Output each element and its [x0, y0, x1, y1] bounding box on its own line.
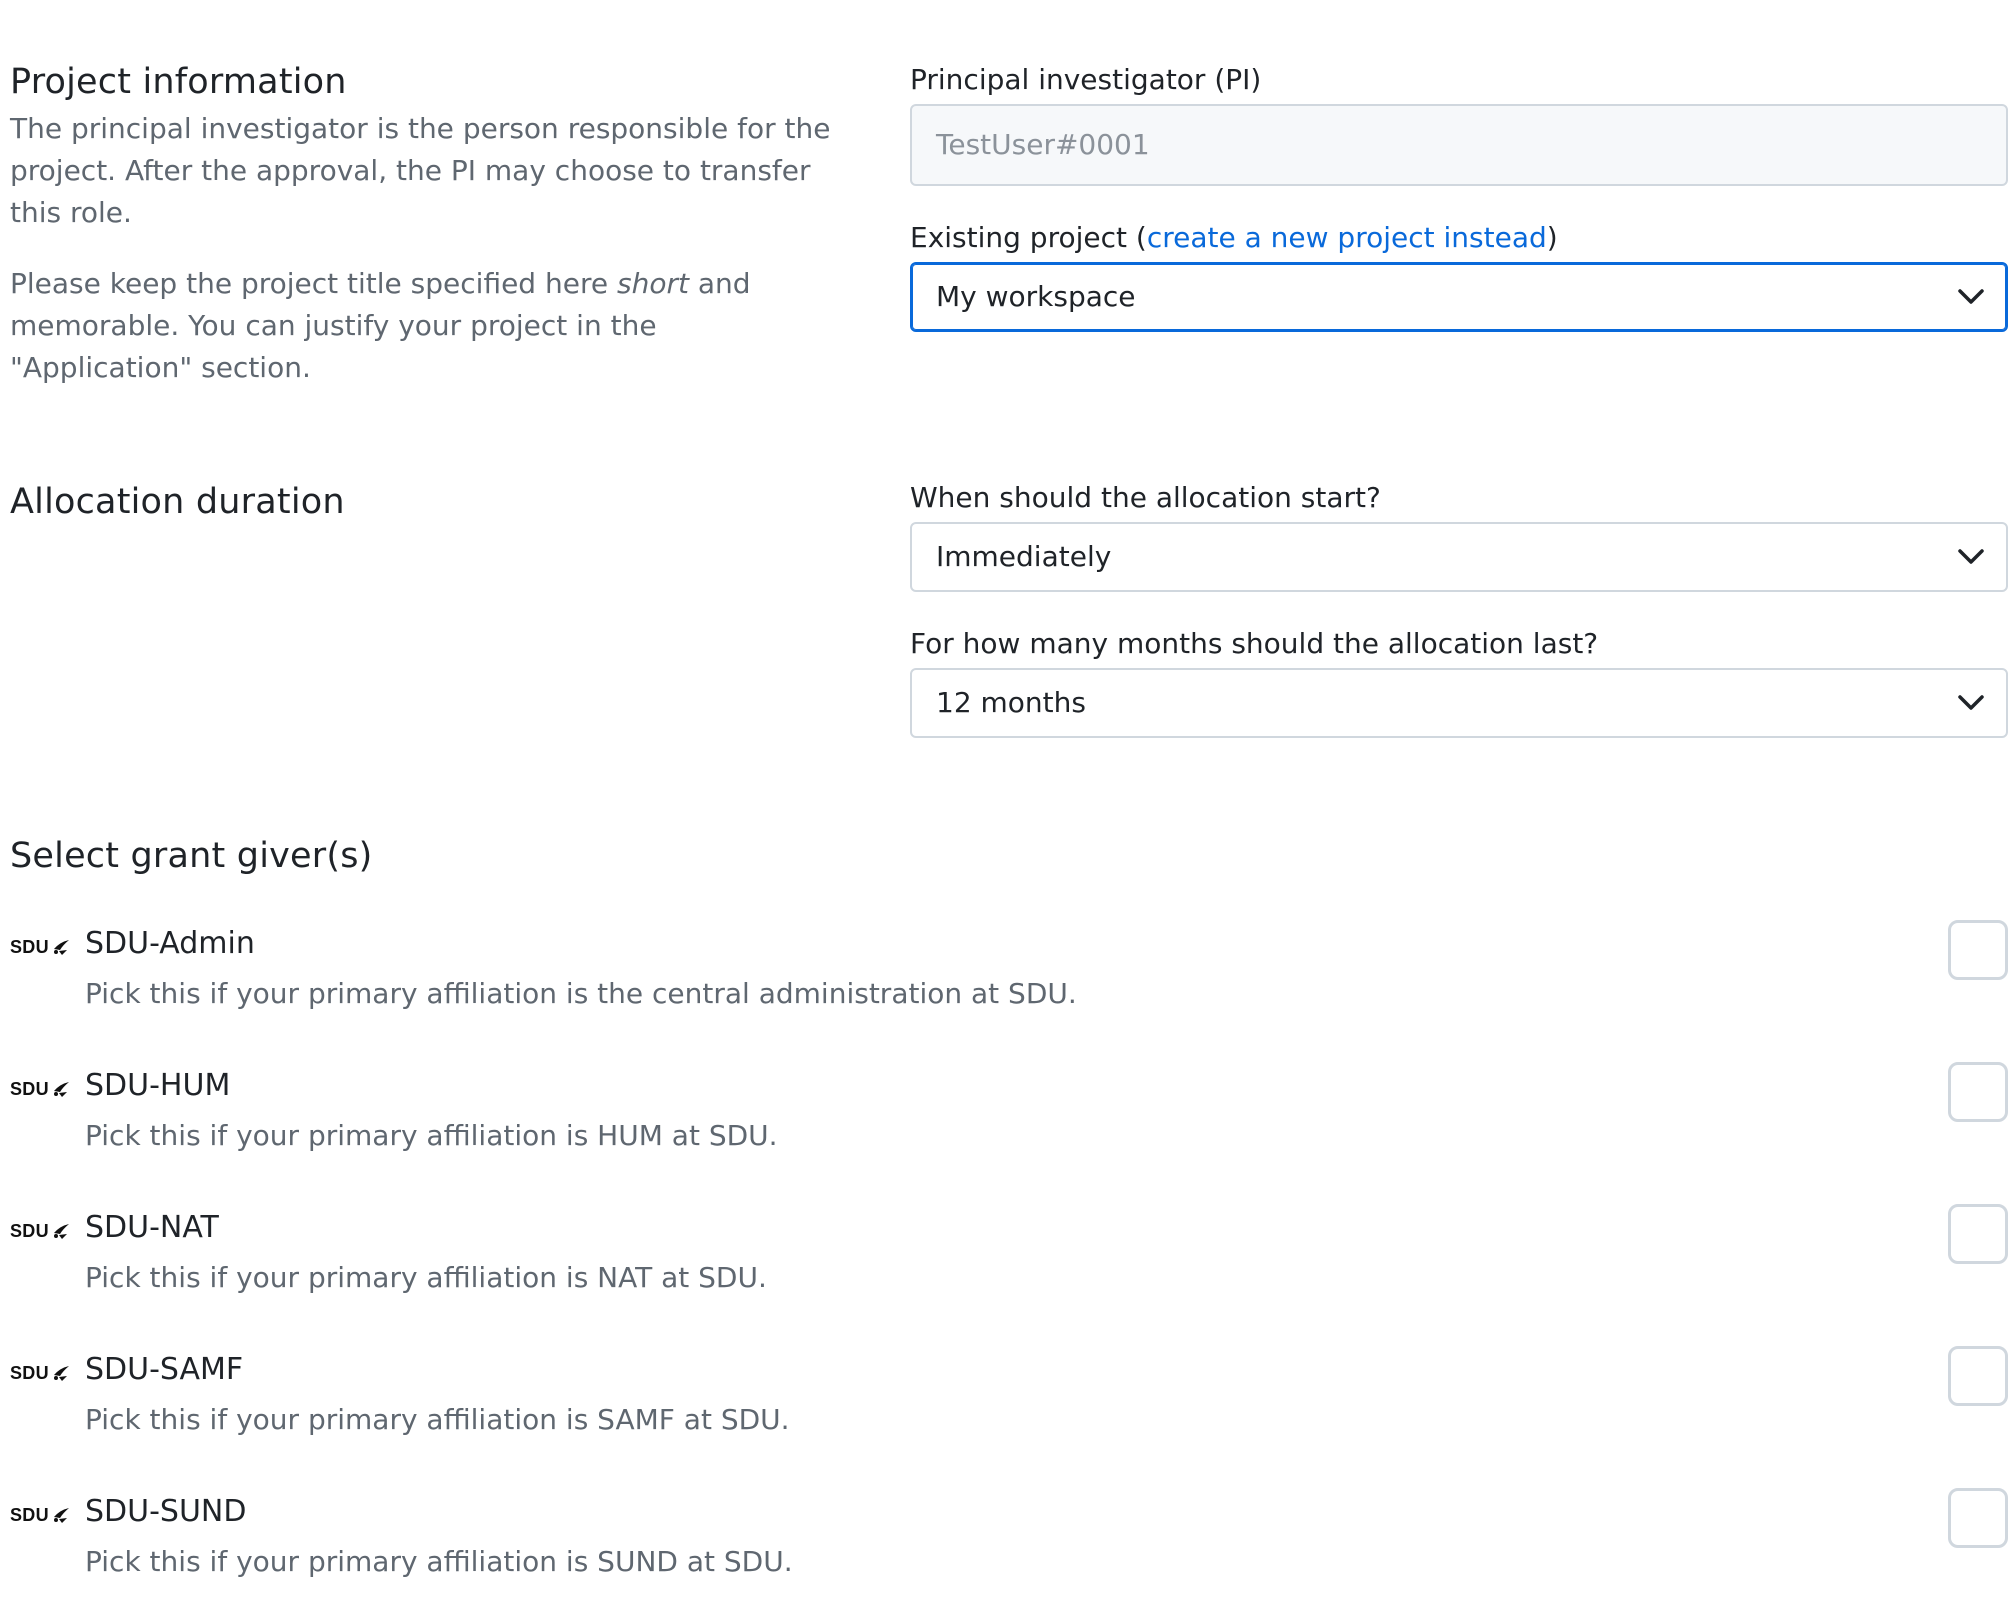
- sdu-logo-text: SDU: [10, 1078, 49, 1099]
- sdu-logo-icon: [10, 1218, 73, 1244]
- sdu-logo-icon: [10, 1076, 73, 1102]
- existing-project-select[interactable]: [910, 262, 2008, 332]
- allocation-months-label: For how many months should the allocation last?: [910, 627, 1599, 660]
- project-information-title: Project information: [10, 62, 347, 102]
- grant-giver-item: [10, 1488, 2008, 1618]
- existing-project-label: [910, 220, 2008, 256]
- grant-giver-checkbox[interactable]: [1948, 1488, 2008, 1548]
- sdu-logo-icon: [10, 1360, 73, 1386]
- grant-givers-title: Select grant giver(s): [10, 836, 373, 876]
- project-information-description: The principal investigator is the person responsible for the project. After the approval, the PI may choose to transfer this role.: [10, 112, 831, 229]
- sdu-logo-text: SDU: [10, 1504, 49, 1525]
- sdu-logo-icon: [10, 934, 73, 960]
- project-title-hint: [10, 263, 840, 389]
- allocation-duration-title: Allocation duration: [10, 482, 345, 522]
- existing-project-value: My workspace: [936, 280, 1136, 313]
- allocation-start-value: Immediately: [936, 540, 1112, 573]
- project-title-hint-part1: Please keep the project title specified here: [10, 267, 617, 300]
- grant-giver-name: SDU-HUM: [85, 1068, 231, 1103]
- project-information-section: [10, 60, 840, 389]
- grant-giver-item: [10, 920, 2008, 1050]
- project-information-fields: [910, 62, 2008, 332]
- existing-project-label-prefix: Existing project (: [910, 221, 1147, 254]
- grant-giver-checkbox[interactable]: [1948, 1204, 2008, 1264]
- grant-giver-description: Pick this if your primary affiliation is NAT at SDU.: [85, 1261, 767, 1294]
- sdu-logo-icon: [10, 1502, 73, 1528]
- pi-input[interactable]: TestUser#0001: [910, 104, 2008, 186]
- grant-giver-description: Pick this if your primary affiliation is the central administration at SDU.: [85, 977, 1077, 1010]
- allocation-months-value: 12 months: [936, 686, 1086, 719]
- chevron-down-icon: [1958, 289, 1984, 305]
- pi-label: Principal investigator (PI): [910, 63, 1262, 96]
- grant-giver-checkbox[interactable]: [1948, 920, 2008, 980]
- allocation-start-select[interactable]: [910, 522, 2008, 592]
- allocation-duration-section: [10, 480, 840, 524]
- allocation-duration-fields: [910, 480, 2008, 738]
- grant-giver-item: [10, 1204, 2008, 1334]
- grant-giver-name: SDU-SAMF: [85, 1352, 244, 1387]
- grant-giver-name: SDU-NAT: [85, 1210, 219, 1245]
- grant-giver-checkbox[interactable]: [1948, 1062, 2008, 1122]
- grant-giver-item: [10, 1346, 2008, 1476]
- grant-giver-name: SDU-Admin: [85, 926, 255, 961]
- grant-giver-item: [10, 1062, 2008, 1192]
- grant-giver-checkbox[interactable]: [1948, 1346, 2008, 1406]
- sdu-logo-text: SDU: [10, 1362, 49, 1383]
- grant-giver-description: Pick this if your primary affiliation is SAMF at SDU.: [85, 1403, 790, 1436]
- project-title-hint-part2: and memorable. You can justify your project in the "Application" section.: [10, 267, 751, 384]
- sdu-logo-text: SDU: [10, 1220, 49, 1241]
- grant-giver-description: Pick this if your primary affiliation is HUM at SDU.: [85, 1119, 778, 1152]
- allocation-start-label: When should the allocation start?: [910, 481, 1381, 514]
- grant-giver-description: Pick this if your primary affiliation is SUND at SDU.: [85, 1545, 793, 1578]
- project-title-hint-emphasis: short: [616, 267, 689, 300]
- allocation-months-select[interactable]: [910, 668, 2008, 738]
- chevron-down-icon: [1958, 549, 1984, 565]
- create-new-project-link[interactable]: create a new project instead: [1146, 221, 1547, 254]
- sdu-logo-text: SDU: [10, 936, 49, 957]
- chevron-down-icon: [1958, 695, 1984, 711]
- grant-givers-section: [10, 834, 840, 878]
- existing-project-label-suffix: ): [1546, 221, 1558, 254]
- grant-giver-name: SDU-SUND: [85, 1494, 247, 1529]
